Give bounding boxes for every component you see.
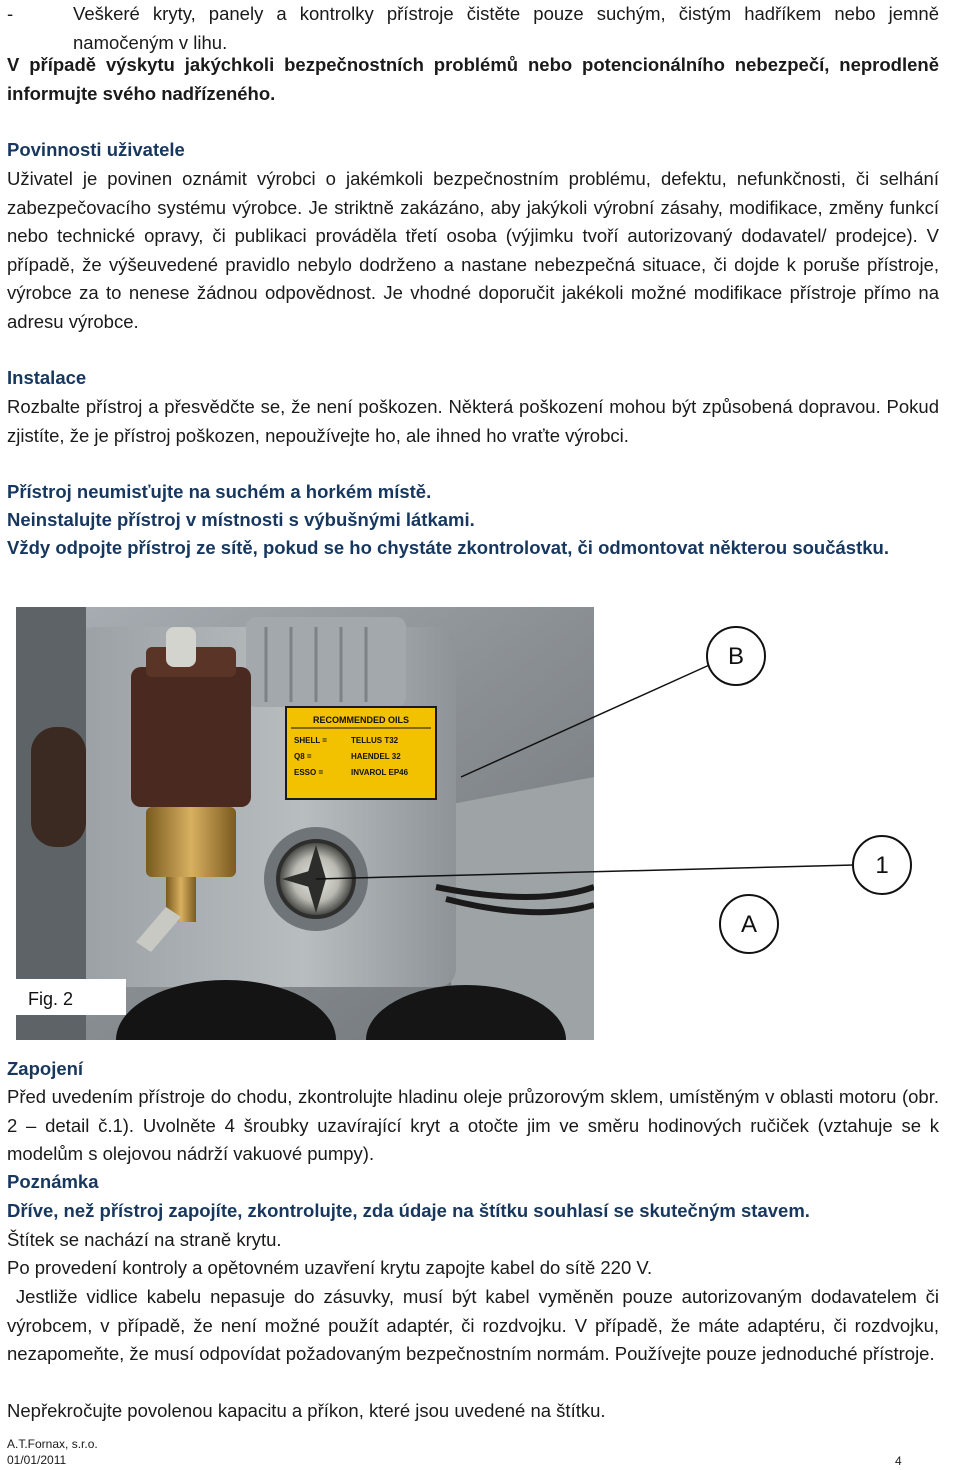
connection-paragraph: Před uvedením přístroje do chodu, zkontrolujte hladinu oleje průzorovým sklem, umístěným v oblasti motoru (obr. 2 – detail č.1). Uvolněte 4 šroubky uzavírající kryt a otočte jim ve směru hodinových ručiček (vztahuje se k modelům s olejovou nádrží vakuové pumpy). <box>7 1086 939 1164</box>
bullet-dash: - <box>7 3 14 24</box>
installation-paragraph: Rozbalte přístroj a přesvědčte se, že není poškozen. Některá poškození mohou být způsobená dopravou. Pokud zjistíte, že je přístroj poškozen, nepoužívejte ho, ale ihned ho vraťte výrobci. <box>7 396 939 446</box>
callout-label-1: 1 <box>875 852 889 879</box>
footer-company: A.T.Fornax, s.r.o. <box>7 1437 98 1451</box>
user-duties-paragraph: Uživatel je povinen oznámit výrobci o jakémkoli bezpečnostním problému, defektu, nefunkčnosti, či selhání zabezpečovacího systému výrobce. Je striktně zakázáno, aby jakýkoli výrobní zásahy, modifikace, změny funkcí nebo technické opravy, či publikaci prováděla třetí osoba (výjimku tvoří autorizovaný dodavatel/ prodejce). V případě, že výšeuvedené pravidlo nebylo dodrženo a nastane nebezpečná situace, či dojde k poruše přístroje, výrobce za to nenese žádnou odpovědnost. Je vhodné doporučit jakékoli možné modifikace přístroje přímo na adresu výrobce. <box>7 168 939 332</box>
oil-brand-esso: ESSO = <box>294 768 324 777</box>
figure-illustration <box>16 607 954 1040</box>
brass-valve <box>146 807 236 877</box>
fig-caption: Fig. 2 <box>28 989 74 1009</box>
note-label-location: Štítek se nachází na straně krytu. <box>7 1229 282 1250</box>
warning-dry-hot-place: Přístroj neumisťujte na suchém a horkém místě. <box>7 481 432 502</box>
left-knob <box>31 727 86 847</box>
oil-brand-q8: Q8 = <box>294 752 312 761</box>
footer-left <box>7 1436 98 1468</box>
bullet-item-cleaning <box>7 0 939 57</box>
footer-date: 01/01/2011 <box>7 1453 67 1467</box>
pump-top-housing <box>246 617 406 707</box>
safety-note: V případě výskytu jakýchkoli bezpečnostních problémů nebo potencionálního nebezpečí, neprodleně informujte svého nadřízeného. <box>7 54 939 104</box>
oil-sticker-title: RECOMMENDED OILS <box>312 715 410 725</box>
footer-page-number: 4 <box>895 1454 902 1468</box>
heading-installation: Instalace <box>7 367 87 388</box>
callout-label-a: A <box>740 911 758 938</box>
callout-area <box>594 607 954 1040</box>
note-cable-connection: Po provedení kontroly a opětovném uzavření krytu zapojte kabel do sítě 220 V. <box>7 1257 653 1278</box>
oil-name-invarol: INVAROL EP46 <box>351 768 409 777</box>
oil-brand-shell: SHELL = <box>294 736 327 745</box>
warning-explosives: Neinstalujte přístroj v místnosti s výbušnými látkami. <box>7 509 475 530</box>
oil-name-haendel: HAENDEL 32 <box>351 752 401 761</box>
note-bold-text: Dříve, než přístroj zapojíte, zkontrolujte, zda údaje na štítku souhlasí se skutečným stavem. <box>7 1200 810 1221</box>
heading-note: Poznámka <box>7 1171 99 1192</box>
figure-photo <box>16 607 954 1040</box>
top-fitting <box>166 627 196 667</box>
oil-name-tellus: TELLUS T32 <box>351 736 399 745</box>
heading-user-duties: Povinnosti uživatele <box>7 139 185 160</box>
callout-label-b: B <box>727 643 745 670</box>
note-plug-adapter: Jestliže vidlice kabelu nepasuje do zásuvky, musí být kabel vyměněn pouze autorizovaným dodavatelem či výrobcem, v případě, že není možné použít adaptér, či rozdvojku. V případě, že máte adaptéru, či rozdvojku, nezapomeňte, že musí odpovídat požadovaným bezpečnostním normám. Používejte pouze jednoduché přístroje. <box>7 1286 945 1364</box>
solenoid-coil <box>131 667 251 807</box>
bullet-text: Veškeré kryty, panely a kontrolky přístroje čistěte pouze suchým, čistým hadříkem nebo jemně namočeným v lihu. <box>73 3 939 53</box>
note-capacity: Nepřekročujte povolenou kapacitu a příkon, které jsou uvedené na štítku. <box>7 1400 606 1421</box>
warning-disconnect: Vždy odpojte přístroj ze sítě, pokud se ho chystáte zkontrolovat, či odmontovat některou součástku. <box>7 537 889 558</box>
heading-connection: Zapojení <box>7 1058 84 1079</box>
